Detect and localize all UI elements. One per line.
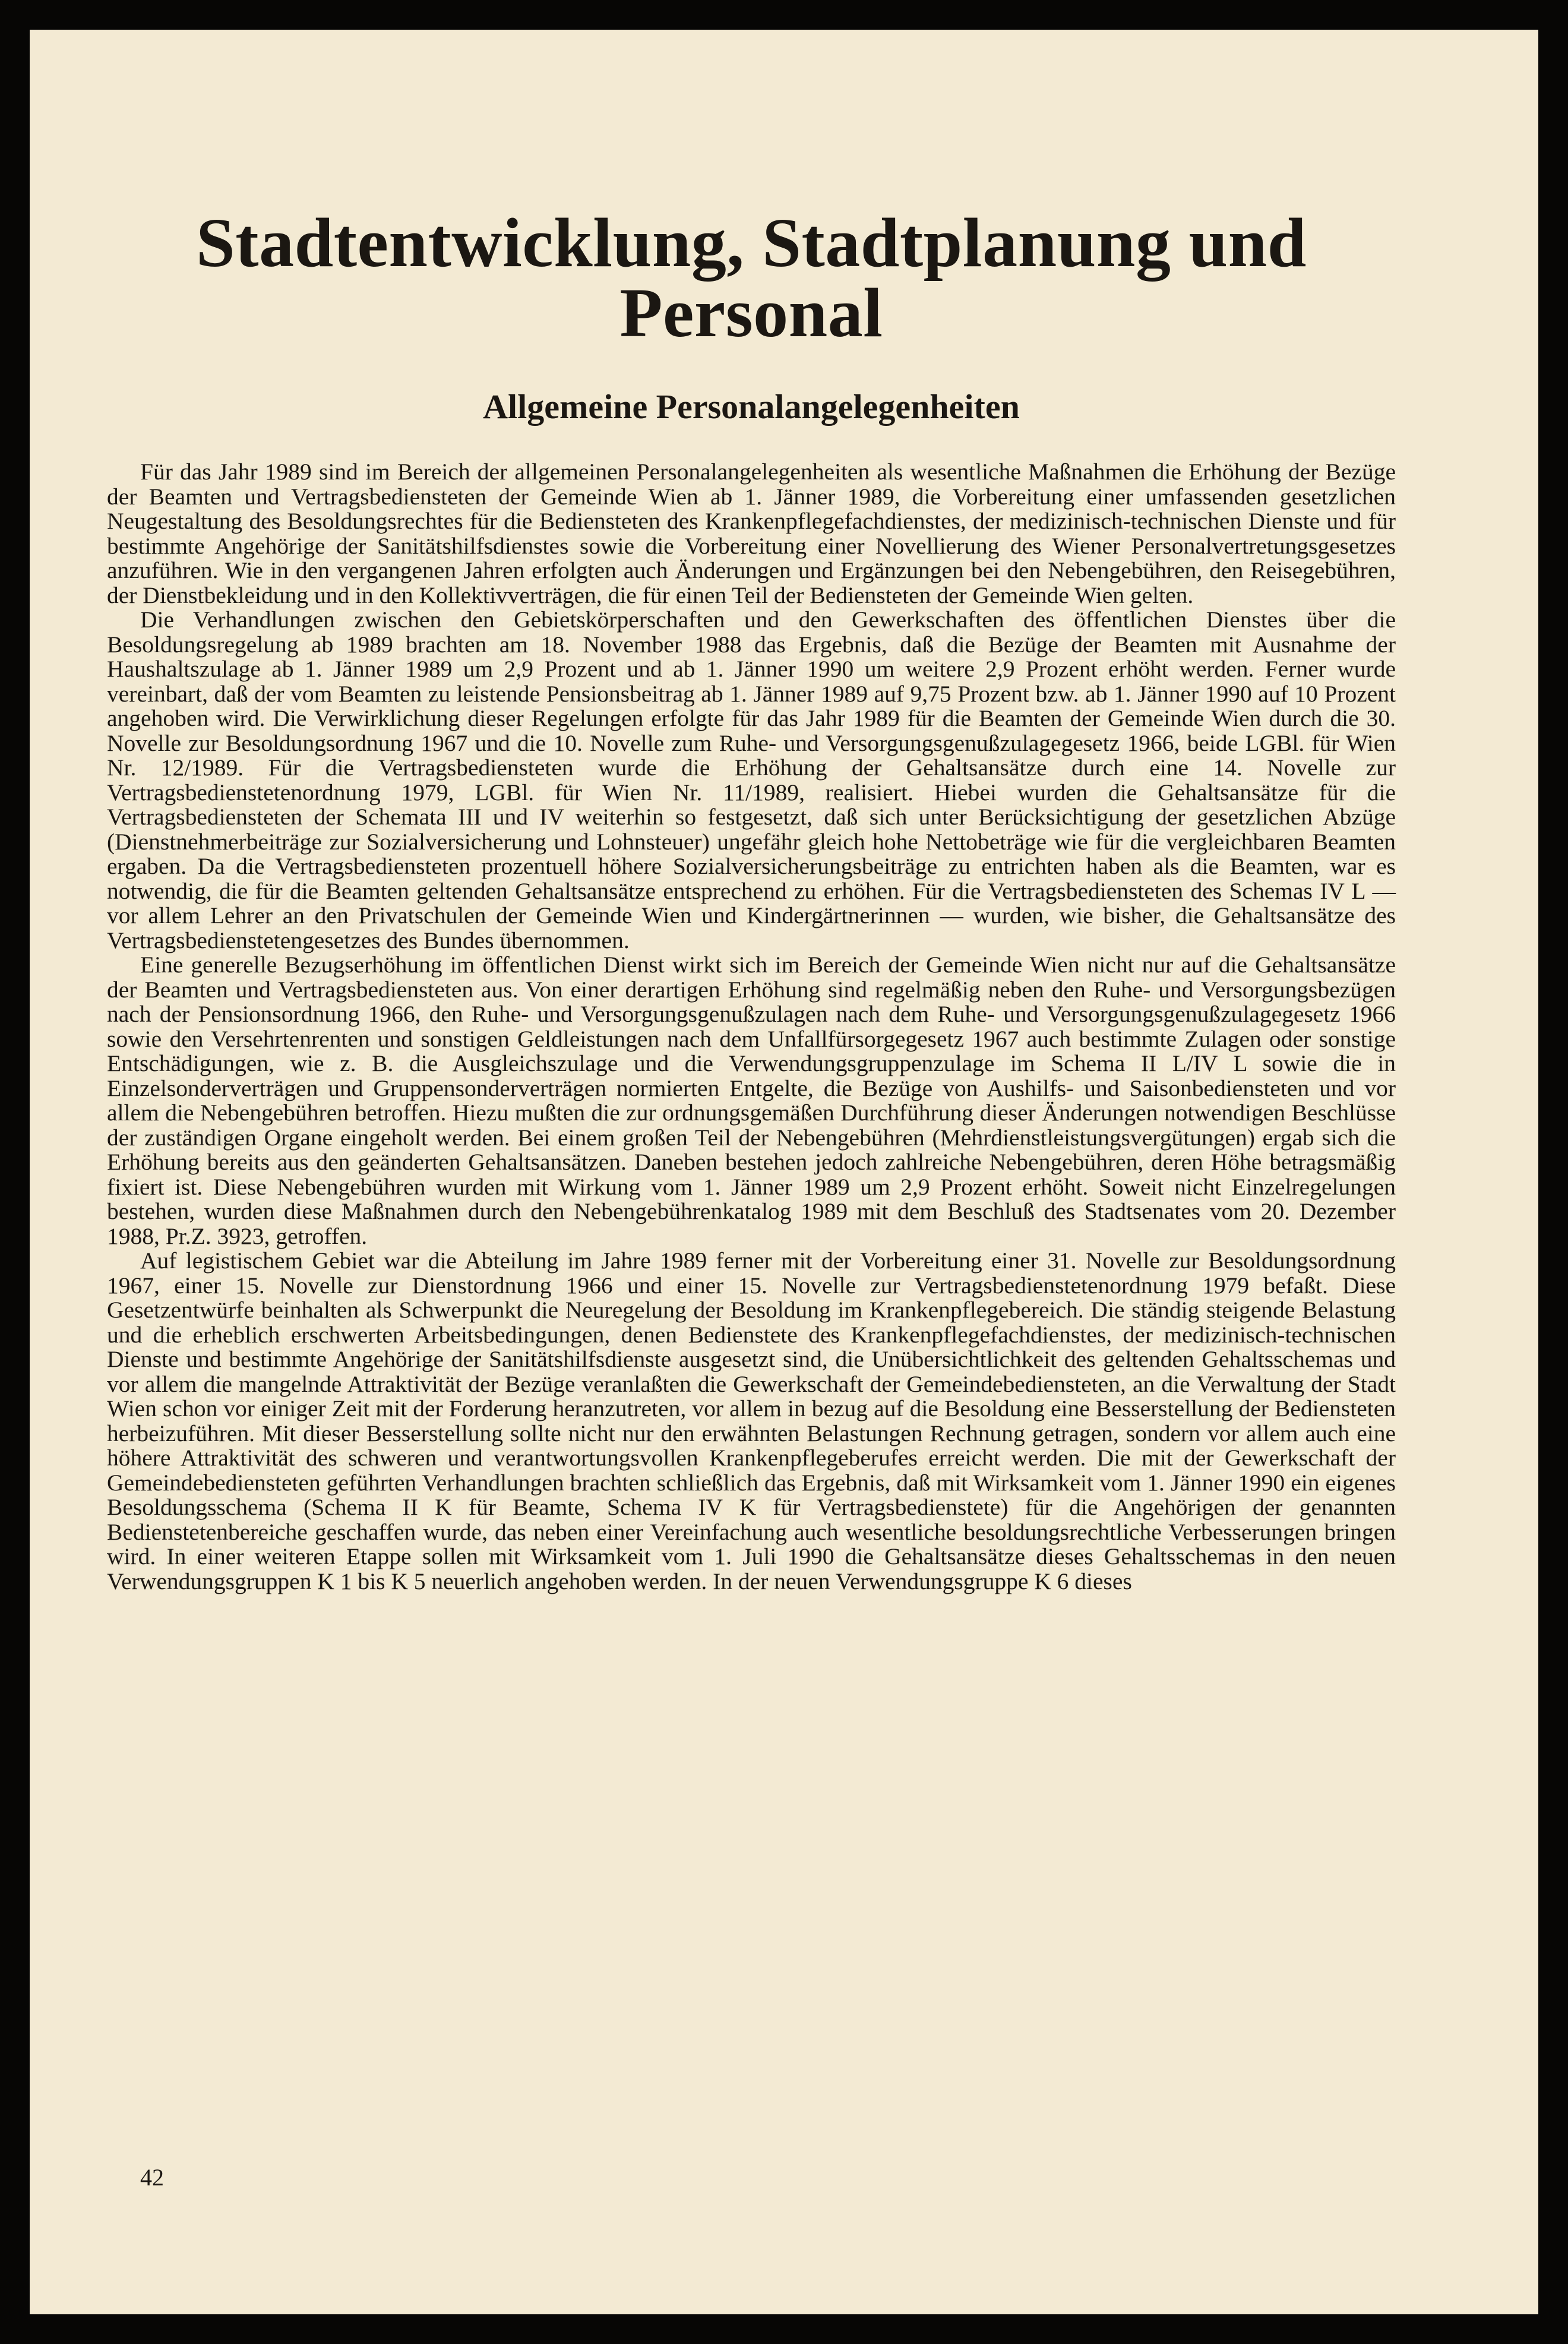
- paragraph: Auf legistischem Gebiet war die Abteilung im Jahre 1989 ferner mit der Vorbereitung einer 31. Novelle zur Besoldungsordnung 1967, einer 15. Novelle zur Dienstordnung 1966 und einer 15. Novelle zur Vertragsbedienstetenordnung 1979 befaßt. Diese Gesetzentwürfe beinhalten als Schwerpunkt die Neuregelung der Besoldung im Krankenpflegebereich. Die ständig steigende Belastung und die erheblich erschwerten Arbeitsbedingungen, denen Bedienstete des Krankenpflegefachdienstes, der medizinisch-technischen Dienste und bestimmte Angehörige der Sanitätshilfsdienste ausgesetzt sind, die Unübersichtlichkeit des geltenden Gehaltsschemas und vor allem die mangelnde Attraktivität der Bezüge veranlaßten die Gewerkschaft der Gemeindebediensteten, an die Verwaltung der Stadt Wien schon vor einiger Zeit mit der Forderung heranzutreten, vor allem in bezug auf die Besoldung eine Besserstellung der Bediensteten herbeizuführen. Mit dieser Besserstellung sollte nicht nur den erwähnten Belastungen Rechnung getragen, sondern vor allem auch eine höhere Attraktivität des schweren und verantwortungsvollen Krankenpflegeberufes erreicht werden. Die mit der Gewerkschaft der Gemeindebediensteten geführten Verhandlungen brachten schließlich das Ergebnis, daß mit Wirksamkeit vom 1. Jänner 1990 ein eigenes Besoldungsschema (Schema II K für Beamte, Schema IV K für Vertragsbedienstete) für die Angehörigen der genannten Bedienstetenbereiche geschaffen wurde, das neben einer Vereinfachung auch wesentliche besoldungsrechtliche Verbesserungen bringen wird. In einer weiteren Etappe sollen mit Wirksamkeit vom 1. Juli 1990 die Gehaltsansätze dieses Gehaltsschemas in den neuen Verwendungsgruppen K 1 bis K 5 neuerlich angehoben werden. In der neuen Verwendungsgruppe K 6 dieses: [107, 1247, 1396, 1594]
- paragraph: Eine generelle Bezugserhöhung im öffentlichen Dienst wirkt sich im Bereich der Gemeinde Wien nicht nur auf die Gehaltsansätze der Beamten und Vertragsbediensteten aus. Von einer derartigen Erhöhung sind regelmäßig neben den Ruhe- und Versorgungsbezügen nach der Pensionsordnung 1966, den Ruhe- und Versorgungsgenußzulagen nach dem Ruhe- und Versorgungsgenußzulagegesetz 1966 sowie den Versehrtenrenten und sonstigen Geldleistungen nach dem Unfallfürsorgegesetz 1967 auch bestimmte Zulagen oder sonstige Entschädigungen, wie z. B. die Ausgleichszulage und die Verwendungsgruppenzulage im Schema II L/IV L sowie die in Einzelsonderverträgen und Gruppensonderverträgen normierten Entgelte, die Bezüge von Aushilfs- und Saisonbediensteten und vor allem die Nebengebühren betroffen. Hiezu mußten die zur ordnungsgemäßen Durchführung dieser Änderungen notwendigen Beschlüsse der zuständigen Organe eingeholt werden. Bei einem großen Teil der Nebengebühren (Mehrdienstleistungsvergütungen) ergab sich die Erhöhung bereits aus den geänderten Gehaltsansätzen. Daneben bestehen jedoch zahlreiche Nebengebühren, deren Höhe betragsmäßig fixiert ist. Diese Nebengebühren wurden mit Wirkung vom 1. Jänner 1989 um 2,9 Prozent erhöht. Soweit nicht Einzelregelungen bestehen, wurden diese Maßnahmen durch den Nebengebührenkatalog 1989 mit dem Beschluß des Stadtsenates vom 20. Dezember 1988, Pr.Z. 3923, getroffen.: [107, 952, 1396, 1249]
- document-page: [30, 30, 1538, 2314]
- paragraph: Für das Jahr 1989 sind im Bereich der allgemeinen Personalangelegenheiten als wesentliche Maßnahmen die Erhöhung der Bezüge der Beamten und Vertragsbediensteten der Gemeinde Wien ab 1. Jänner 1989, die Vorbereitung einer umfassenden gesetzlichen Neugestaltung des Besoldungsrechtes für die Bediensteten des Krankenpflegefachdienstes, der medizinisch-technischen Dienste und für bestimmte Angehörige der Sanitätshilfsdienstes sowie die Vorbereitung einer Novellierung des Wiener Personalvertretungsgesetzes anzuführen. Wie in den vergangenen Jahren erfolgten auch Änderungen und Ergänzungen bei den Nebengebühren, den Reisegebühren, der Dienstbekleidung und in den Kollektivverträgen, die für einen Teil der Bediensteten der Gemeinde Wien gelten.: [107, 459, 1396, 608]
- title-line-2: Personal: [619, 274, 883, 352]
- paragraph: Die Verhandlungen zwischen den Gebietskörperschaften und den Gewerkschaften des öffentlichen Dienstes über die Besoldungsregelung ab 1989 brachten am 18. November 1988 das Ergebnis, daß die Bezüge der Beamten mit Ausnahme der Haushaltszulage ab 1. Jänner 1989 um 2,9 Prozent und ab 1. Jänner 1990 um weitere 2,9 Prozent erhöht werden. Ferner wurde vereinbart, daß der vom Beamten zu leistende Pensionsbeitrag ab 1. Jänner 1989 auf 9,75 Prozent bzw. ab 1. Jänner 1990 auf 10 Prozent angehoben wird. Die Verwirklichung dieser Regelungen erfolgte für das Jahr 1989 für die Beamten der Gemeinde Wien durch die 30. Novelle zur Besoldungsordnung 1967 und die 10. Novelle zum Ruhe- und Versorgungsgenußzulagegesetz 1966, beide LGBl. für Wien Nr. 12/1989. Für die Vertragsbediensteten wurde die Erhöhung der Gehaltsansätze durch eine 14. Novelle zur Vertragsbedienstetenordnung 1979, LGBl. für Wien Nr. 11/1989, realisiert. Hiebei wurden die Gehaltsansätze für die Vertragsbediensteten der Schemata III und IV weiterhin so festgesetzt, daß sich unter Berücksichtigung der gesetzlichen Abzüge (Dienstnehmerbeiträge zur Sozialversicherung und Lohnsteuer) ungefähr gleich hohe Nettobeträge wie für die vergleichbaren Beamten ergaben. Da die Vertragsbediensteten prozentuell höhere Sozialversicherungsbeiträge zu entrichten haben als die Beamten, war es notwendig, die für die Beamten geltenden Gehaltsansätze entsprechend zu erhöhen. Für die Vertragsbediensteten des Schemas IV L — vor allem Lehrer an den Privatschulen der Gemeinde Wien und Kindergärtnerinnen — wurden, wie bisher, die Gehaltsansätze des Vertragsbedienstetengesetzes des Bundes übernommen.: [107, 606, 1396, 953]
- section-heading: Allgemeine Personalangelegenheiten: [483, 387, 1020, 426]
- page-title: [107, 204, 1396, 352]
- page-content: [107, 204, 1396, 1594]
- title-line-1: Stadtentwicklung, Stadtplanung und: [196, 204, 1307, 282]
- page-number: 42: [140, 2164, 164, 2191]
